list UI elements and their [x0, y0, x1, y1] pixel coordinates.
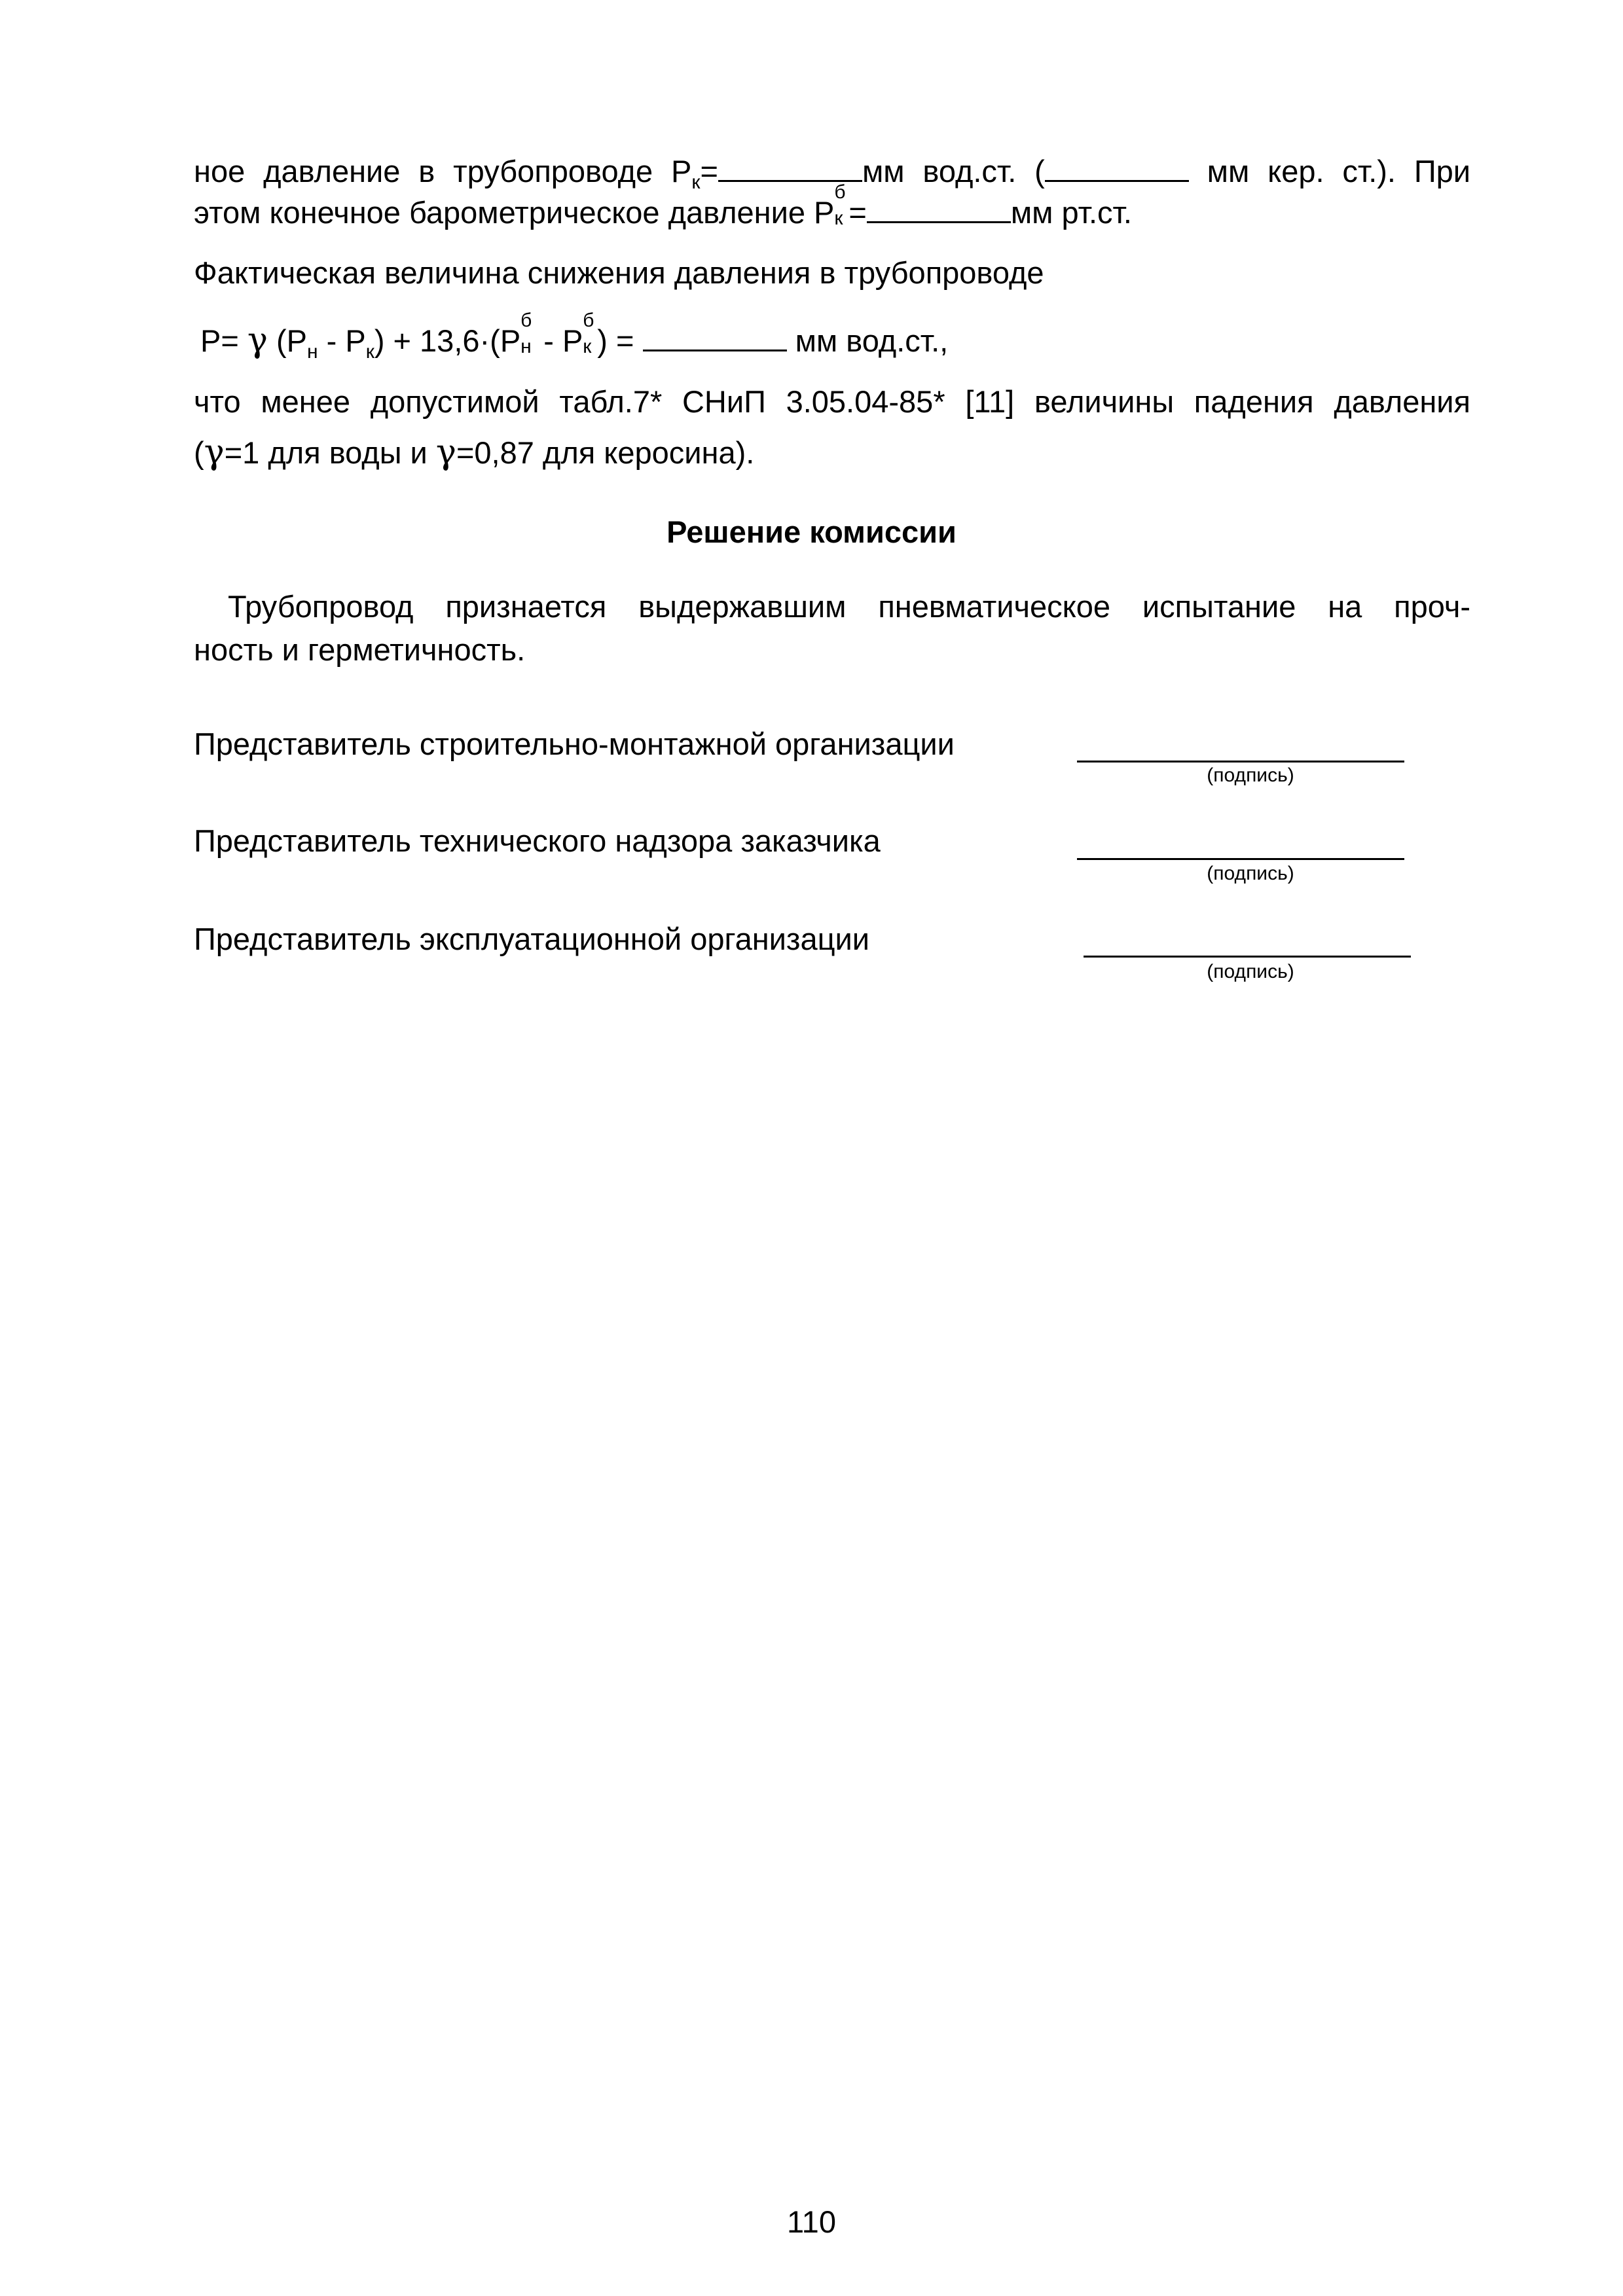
- decision-line-1: Трубопровод признается выдержавшим пневматическое испытание на проч-: [228, 589, 1470, 624]
- gamma-symbol: γ: [435, 433, 456, 472]
- gamma-symbol: γ: [247, 321, 268, 360]
- blank-water-pressure: [718, 154, 862, 182]
- text-fragment: (Р: [267, 323, 307, 358]
- text-fragment: мм рт.ст.: [1010, 195, 1132, 230]
- superscript-b: б: [520, 310, 532, 331]
- text-fragment: ) =: [597, 323, 643, 358]
- subscript-n: н: [520, 336, 532, 357]
- signature-label: Представитель строительно-монтажной организации: [194, 726, 955, 761]
- page-number: 110: [787, 2204, 836, 2239]
- text-fragment: мм кер. ст.). При: [1188, 154, 1470, 188]
- text-fragment: =: [700, 154, 718, 188]
- signature-caption: (подпись): [1207, 961, 1294, 982]
- sup-sub-b-k: [834, 181, 848, 229]
- subscript-k: к: [834, 207, 843, 229]
- superscript-b: б: [583, 310, 594, 331]
- allowable-drop-line: что менее допустимой табл.7* СНиП 3.05.04-85* [11] величины падения давления: [194, 384, 1470, 419]
- actual-pressure-drop-text: Фактическая величина снижения давления в трубопроводе: [194, 255, 1044, 290]
- text-fragment: =0,87 для керосина).: [456, 435, 755, 470]
- blank-barometric-pressure: [867, 195, 1011, 223]
- subscript-k: к: [691, 171, 701, 193]
- text-fragment: ное давление в трубопроводе Р: [194, 154, 692, 188]
- signature-line: [1077, 761, 1404, 762]
- pressure-drop-formula: [200, 310, 949, 372]
- subscript-n: н: [307, 341, 318, 363]
- text-fragment: (: [194, 435, 204, 470]
- text-fragment: этом конечное барометрическое давление Р: [194, 195, 835, 230]
- text-fragment: ) + 13,6·(Р: [374, 323, 521, 358]
- signature-label: Представитель эксплуатационной организации: [194, 922, 870, 956]
- text-fragment: Р=: [200, 323, 239, 358]
- subscript-k: к: [583, 336, 592, 357]
- superscript-b: б: [834, 181, 846, 203]
- text-fragment: мм вод.ст.,: [786, 323, 949, 358]
- decision-line-2: ность и герметичность.: [194, 632, 526, 667]
- text-fragment: - Р: [318, 323, 366, 358]
- section-heading: Решение комиссии: [666, 514, 957, 549]
- sup-sub-b-k: [583, 310, 597, 357]
- text-fragment: =: [848, 195, 867, 230]
- signature-caption: (подпись): [1207, 764, 1294, 786]
- barometric-pressure-line: [194, 181, 1132, 232]
- signature-line: [1077, 858, 1404, 860]
- signature-label: Представитель технического надзора заказчика: [194, 823, 881, 858]
- blank-kerosene-pressure: [1045, 154, 1189, 182]
- signature-line: [1084, 956, 1411, 958]
- subscript-k: к: [365, 341, 374, 363]
- sup-sub-b-n: [520, 310, 535, 357]
- text-fragment: =1 для воды и: [224, 435, 436, 470]
- text-fragment: мм вод.ст. (: [862, 154, 1045, 188]
- gamma-values-line: [194, 433, 754, 473]
- blank-result: [643, 323, 787, 351]
- text-fragment: - Р: [535, 323, 583, 358]
- gamma-symbol: γ: [204, 433, 225, 472]
- signature-caption: (подпись): [1207, 863, 1294, 884]
